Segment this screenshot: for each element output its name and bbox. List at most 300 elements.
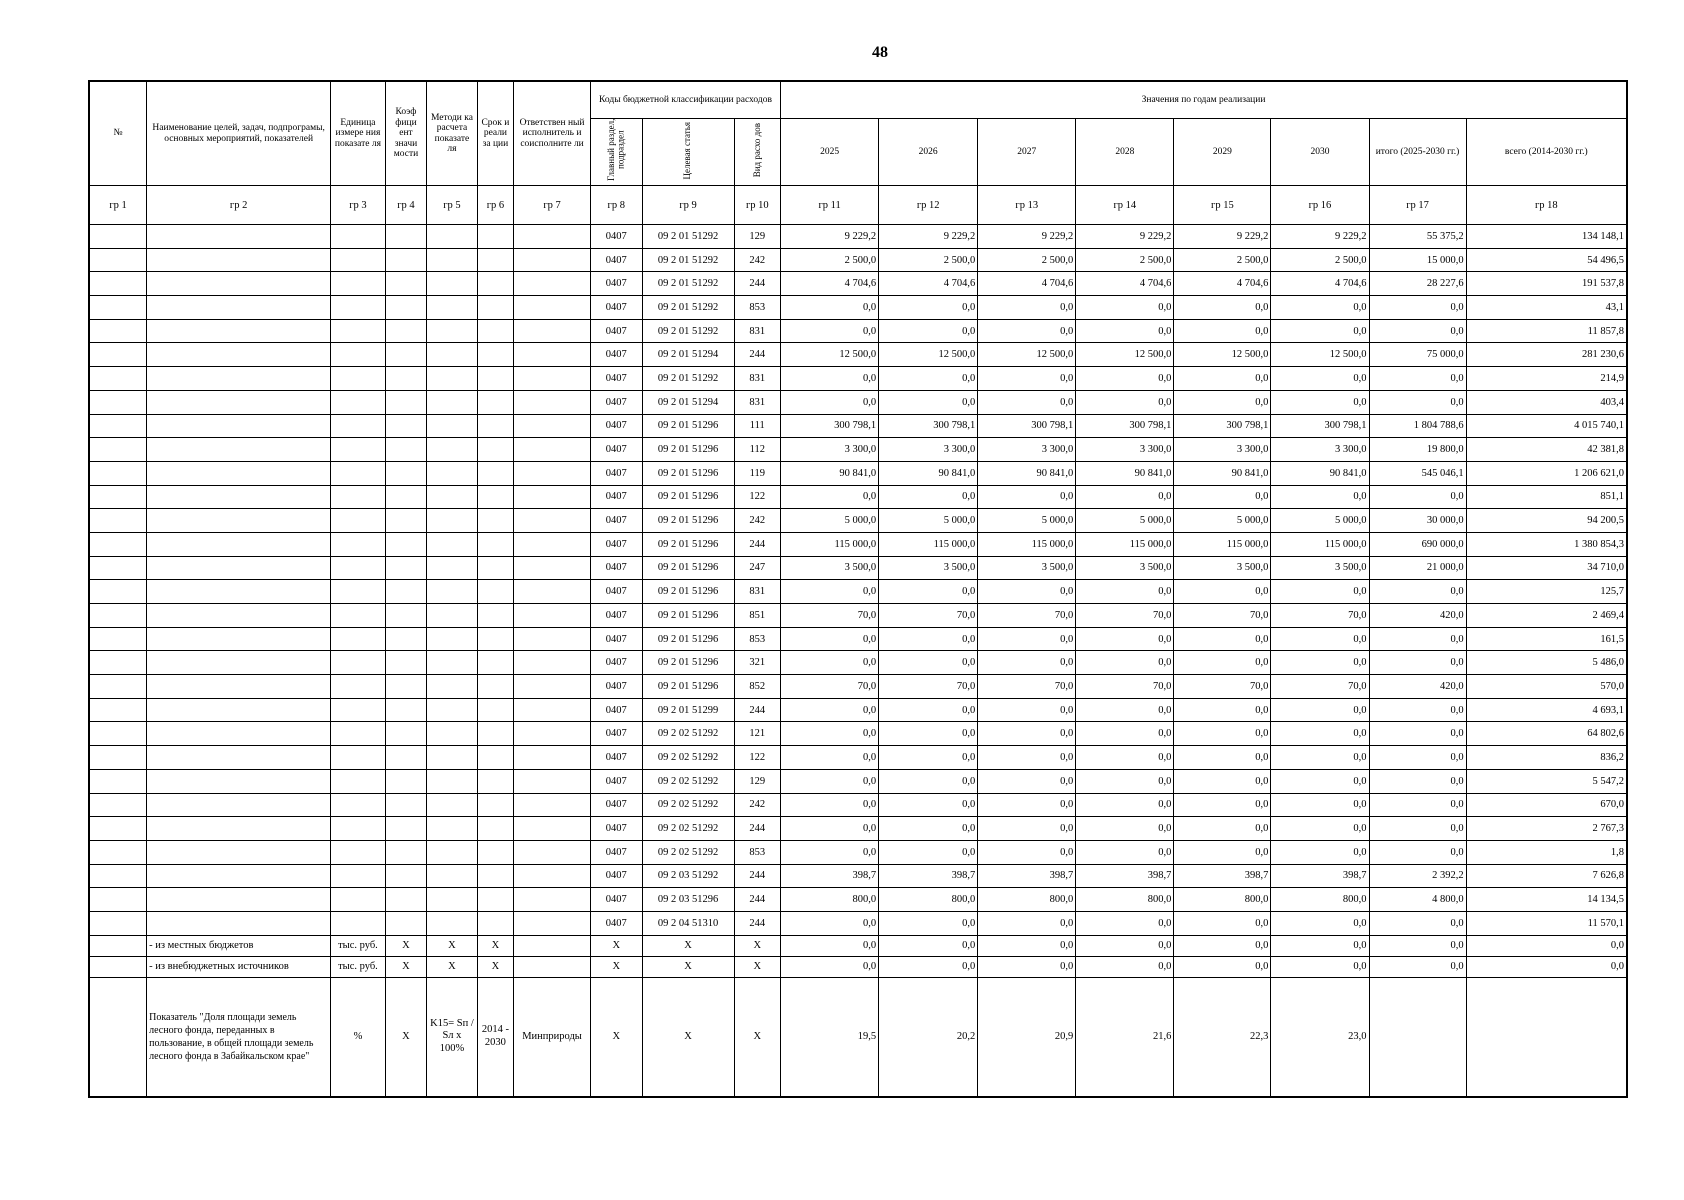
empty-cell <box>331 651 386 675</box>
itogo-cell: 0,0 <box>1369 651 1466 675</box>
expense-type-cell: 851 <box>734 604 781 628</box>
empty-cell <box>147 817 331 841</box>
expense-type-cell: 852 <box>734 675 781 699</box>
year-value-cell: 0,0 <box>1271 390 1369 414</box>
year-value-cell: 2 500,0 <box>978 248 1076 272</box>
year-value-cell: 0,0 <box>1076 840 1174 864</box>
empty-cell <box>385 390 426 414</box>
section-code-cell: 0407 <box>590 911 642 935</box>
year-value-cell: 0,0 <box>781 956 879 977</box>
expense-type-cell: 853 <box>734 296 781 320</box>
indicator-name: Показатель "Доля площади земель лесного фонда, переданных в пользование, в общей площади земель лесного фонда в Забайкальском крае" <box>147 977 331 1097</box>
vsego-cell: 42 381,8 <box>1466 438 1627 462</box>
year-value-cell: 0,0 <box>781 746 879 770</box>
expense-type-cell: 247 <box>734 556 781 580</box>
empty-cell <box>477 390 513 414</box>
empty-cell <box>477 532 513 556</box>
year-value-cell: 0,0 <box>978 956 1076 977</box>
year-value-cell: 0,0 <box>1076 296 1174 320</box>
empty-cell <box>147 438 331 462</box>
expense-type-cell: 853 <box>734 840 781 864</box>
year-value-cell: 0,0 <box>1076 651 1174 675</box>
vsego-cell: 5 547,2 <box>1466 769 1627 793</box>
year-value-cell: 12 500,0 <box>1271 343 1369 367</box>
vsego-cell: 134 148,1 <box>1466 225 1627 249</box>
year-value-cell: 70,0 <box>1174 675 1271 699</box>
expense-type-cell: 321 <box>734 651 781 675</box>
empty-cell <box>147 461 331 485</box>
year-value-cell: 0,0 <box>1076 485 1174 509</box>
empty-cell <box>385 296 426 320</box>
year-value-cell: 5 000,0 <box>781 509 879 533</box>
funding-source-name: - из местных бюджетов <box>147 935 331 956</box>
empty-cell <box>514 935 591 956</box>
empty-cell <box>89 793 147 817</box>
empty-cell <box>385 272 426 296</box>
empty-cell <box>89 651 147 675</box>
year-value-cell: 0,0 <box>1174 651 1271 675</box>
empty-cell <box>427 604 478 628</box>
year-value-cell: 115 000,0 <box>1174 532 1271 556</box>
empty-cell <box>385 556 426 580</box>
year-value-cell: 0,0 <box>879 956 978 977</box>
empty-cell <box>427 532 478 556</box>
year-value-cell: 70,0 <box>978 604 1076 628</box>
group-number-cell: гр 13 <box>978 186 1076 225</box>
section-code-cell: 0407 <box>590 225 642 249</box>
expense-type-cell: 831 <box>734 580 781 604</box>
indicator-row <box>89 977 1627 1097</box>
year-value-cell: 0,0 <box>1271 956 1369 977</box>
year-value-cell: 115 000,0 <box>781 532 879 556</box>
empty-cell <box>89 698 147 722</box>
table-row <box>89 272 1627 296</box>
target-article-cell: 09 2 01 51296 <box>642 604 734 628</box>
period-cell: Х <box>477 935 513 956</box>
empty-cell <box>514 627 591 651</box>
empty-cell <box>385 367 426 391</box>
section-code-cell: 0407 <box>590 461 642 485</box>
empty-cell <box>331 248 386 272</box>
table-header <box>89 81 1627 225</box>
year-value-cell: 3 300,0 <box>1076 438 1174 462</box>
header-bcc-group: Коды бюджетной классификации расходов <box>590 81 780 119</box>
empty-cell <box>147 367 331 391</box>
year-value-cell: 0,0 <box>1076 367 1174 391</box>
header-year-2029: 2029 <box>1174 119 1271 186</box>
itogo-cell: 0,0 <box>1369 627 1466 651</box>
header-section <box>590 119 642 186</box>
table-row <box>89 864 1627 888</box>
empty-cell <box>331 390 386 414</box>
empty-cell <box>331 627 386 651</box>
header-name: Наименование целей, задач, подпрограмы, основных мероприятий, показателей <box>147 81 331 186</box>
empty-cell <box>147 722 331 746</box>
empty-cell <box>514 956 591 977</box>
empty-cell <box>89 461 147 485</box>
empty-cell <box>147 604 331 628</box>
table-row <box>89 509 1627 533</box>
method-cell: Х <box>427 935 478 956</box>
empty-cell <box>331 580 386 604</box>
section-code-cell: 0407 <box>590 296 642 320</box>
empty-cell <box>427 367 478 391</box>
empty-cell <box>89 675 147 699</box>
table-row <box>89 722 1627 746</box>
group-number-cell: гр 8 <box>590 186 642 225</box>
year-value-cell: 3 300,0 <box>879 438 978 462</box>
empty-cell <box>385 414 426 438</box>
budget-table <box>88 80 1628 1098</box>
empty-cell <box>427 888 478 912</box>
expense-type-cell: 244 <box>734 532 781 556</box>
empty-cell <box>477 769 513 793</box>
year-value-cell: 0,0 <box>1174 627 1271 651</box>
section-code-cell: 0407 <box>590 627 642 651</box>
vsego-cell: 4 693,1 <box>1466 698 1627 722</box>
expense-type-cell: 129 <box>734 225 781 249</box>
year-value-cell: 0,0 <box>781 698 879 722</box>
empty-cell <box>147 580 331 604</box>
year-value-cell: 70,0 <box>1174 604 1271 628</box>
expense-type-cell: 831 <box>734 319 781 343</box>
empty-cell <box>147 888 331 912</box>
year-value-cell: 0,0 <box>978 580 1076 604</box>
year-value-cell: 0,0 <box>1174 367 1271 391</box>
expense-type-cell: 242 <box>734 509 781 533</box>
empty-cell <box>385 698 426 722</box>
year-value-cell: 12 500,0 <box>1076 343 1174 367</box>
year-value-cell: 9 229,2 <box>781 225 879 249</box>
itogo-cell: 0,0 <box>1369 319 1466 343</box>
empty-cell <box>385 319 426 343</box>
empty-cell <box>514 698 591 722</box>
empty-cell <box>331 296 386 320</box>
year-value-cell: 0,0 <box>1271 367 1369 391</box>
expense-type-cell: Х <box>734 956 781 977</box>
table-row <box>89 225 1627 249</box>
empty-cell <box>514 793 591 817</box>
empty-cell <box>477 651 513 675</box>
vsego-cell: 64 802,6 <box>1466 722 1627 746</box>
empty-cell <box>147 532 331 556</box>
empty-cell <box>514 840 591 864</box>
year-value-cell: 0,0 <box>1174 296 1271 320</box>
expense-type-cell: 244 <box>734 888 781 912</box>
expense-type-cell: 112 <box>734 438 781 462</box>
header-year-2026: 2026 <box>879 119 978 186</box>
empty-cell <box>514 817 591 841</box>
empty-cell <box>147 864 331 888</box>
year-value-cell: 0,0 <box>978 485 1076 509</box>
itogo-cell: 0,0 <box>1369 840 1466 864</box>
empty-cell <box>477 675 513 699</box>
year-value-cell: 2 500,0 <box>879 248 978 272</box>
year-value-cell: 0,0 <box>1271 817 1369 841</box>
section-code-cell: 0407 <box>590 485 642 509</box>
empty-cell <box>477 556 513 580</box>
empty-cell <box>89 556 147 580</box>
year-value-cell: 0,0 <box>1076 793 1174 817</box>
year-value-cell: 0,0 <box>879 319 978 343</box>
empty-cell <box>331 793 386 817</box>
year-value-cell: 70,0 <box>879 675 978 699</box>
year-value-cell: 0,0 <box>781 319 879 343</box>
year-value-cell: 0,0 <box>781 935 879 956</box>
target-article-cell: 09 2 01 51292 <box>642 367 734 391</box>
year-value-cell: 9 229,2 <box>1076 225 1174 249</box>
vsego-cell: 11 570,1 <box>1466 911 1627 935</box>
group-number-cell: гр 7 <box>514 186 591 225</box>
itogo-cell: 28 227,6 <box>1369 272 1466 296</box>
itogo-cell: 0,0 <box>1369 956 1466 977</box>
empty-cell <box>514 769 591 793</box>
vsego-cell: 125,7 <box>1466 580 1627 604</box>
empty-cell <box>514 367 591 391</box>
empty-cell <box>89 485 147 509</box>
empty-cell <box>477 840 513 864</box>
year-value-cell: 0,0 <box>1271 485 1369 509</box>
year-value-cell: 3 500,0 <box>1076 556 1174 580</box>
empty-cell <box>147 793 331 817</box>
empty-cell <box>477 367 513 391</box>
empty-cell <box>385 461 426 485</box>
empty-cell <box>89 627 147 651</box>
empty-cell <box>427 438 478 462</box>
expense-type-cell: 111 <box>734 414 781 438</box>
year-value-cell: 0,0 <box>1076 911 1174 935</box>
empty-cell <box>331 746 386 770</box>
empty-cell <box>427 911 478 935</box>
year-value-cell: 0,0 <box>1076 580 1174 604</box>
vsego-cell: 1 380 854,3 <box>1466 532 1627 556</box>
empty-cell <box>89 604 147 628</box>
table-row <box>89 769 1627 793</box>
empty-cell <box>427 414 478 438</box>
empty-cell <box>385 722 426 746</box>
target-article-cell: 09 2 04 51310 <box>642 911 734 935</box>
target-article-cell: Х <box>642 956 734 977</box>
empty-cell <box>477 627 513 651</box>
empty-cell <box>427 675 478 699</box>
empty-cell <box>89 343 147 367</box>
vsego-cell <box>1466 977 1627 1097</box>
target-article-cell: 09 2 01 51296 <box>642 651 734 675</box>
empty-cell <box>147 485 331 509</box>
empty-cell <box>385 840 426 864</box>
year-value-cell: 12 500,0 <box>1174 343 1271 367</box>
year-value-cell: 0,0 <box>1271 769 1369 793</box>
year-value-cell: 0,0 <box>1271 698 1369 722</box>
year-value-cell: 300 798,1 <box>1174 414 1271 438</box>
empty-cell <box>147 651 331 675</box>
year-value-cell: 12 500,0 <box>781 343 879 367</box>
table-row <box>89 627 1627 651</box>
year-value-cell: 0,0 <box>879 296 978 320</box>
year-value-cell: 4 704,6 <box>1174 272 1271 296</box>
empty-cell <box>89 438 147 462</box>
target-article-cell: Х <box>642 977 734 1097</box>
year-value-cell: 3 300,0 <box>781 438 879 462</box>
year-value-cell: 4 704,6 <box>781 272 879 296</box>
empty-cell <box>385 509 426 533</box>
section-code-cell: 0407 <box>590 888 642 912</box>
year-value-cell: 0,0 <box>1271 319 1369 343</box>
year-value-cell: 19,5 <box>781 977 879 1097</box>
year-value-cell: 0,0 <box>879 911 978 935</box>
header-coef: Коэф фици ент значи мости <box>385 81 426 186</box>
empty-cell <box>331 461 386 485</box>
expense-type-cell: 831 <box>734 390 781 414</box>
empty-cell <box>89 367 147 391</box>
year-value-cell: 0,0 <box>1076 390 1174 414</box>
empty-cell <box>89 296 147 320</box>
vsego-cell: 0,0 <box>1466 935 1627 956</box>
empty-cell <box>427 817 478 841</box>
section-code-cell: 0407 <box>590 438 642 462</box>
year-value-cell: 3 500,0 <box>879 556 978 580</box>
section-code-cell: 0407 <box>590 343 642 367</box>
empty-cell <box>385 864 426 888</box>
table-row <box>89 461 1627 485</box>
header-year-2030: 2030 <box>1271 119 1369 186</box>
year-value-cell: 0,0 <box>1076 935 1174 956</box>
year-value-cell: 0,0 <box>781 296 879 320</box>
empty-cell <box>331 343 386 367</box>
empty-cell <box>89 769 147 793</box>
year-value-cell: 0,0 <box>978 840 1076 864</box>
empty-cell <box>427 319 478 343</box>
year-value-cell: 0,0 <box>1076 746 1174 770</box>
empty-cell <box>514 888 591 912</box>
target-article-cell: 09 2 01 51292 <box>642 319 734 343</box>
header-responsible: Ответствен ный исполнитель и соисполните ли <box>514 81 591 186</box>
period-cell: Х <box>477 956 513 977</box>
empty-cell <box>147 319 331 343</box>
year-value-cell: 0,0 <box>1174 769 1271 793</box>
empty-cell <box>331 532 386 556</box>
year-value-cell: 800,0 <box>978 888 1076 912</box>
empty-cell <box>427 769 478 793</box>
year-value-cell: 3 300,0 <box>1271 438 1369 462</box>
empty-cell <box>89 817 147 841</box>
year-value-cell: 5 000,0 <box>1076 509 1174 533</box>
empty-cell <box>89 272 147 296</box>
section-code-cell: 0407 <box>590 604 642 628</box>
section-code-cell: 0407 <box>590 248 642 272</box>
year-value-cell: 23,0 <box>1271 977 1369 1097</box>
empty-cell <box>385 675 426 699</box>
year-value-cell: 0,0 <box>1174 390 1271 414</box>
itogo-cell: 15 000,0 <box>1369 248 1466 272</box>
table-row <box>89 296 1627 320</box>
section-code-cell: 0407 <box>590 769 642 793</box>
vsego-cell: 281 230,6 <box>1466 343 1627 367</box>
table-row <box>89 580 1627 604</box>
itogo-cell <box>1369 977 1466 1097</box>
year-value-cell: 22,3 <box>1174 977 1271 1097</box>
itogo-cell: 0,0 <box>1369 769 1466 793</box>
header-section-label: Главный раздел, подраздел <box>605 119 626 182</box>
empty-cell <box>427 509 478 533</box>
year-value-cell: 0,0 <box>1174 817 1271 841</box>
year-value-cell: 21,6 <box>1076 977 1174 1097</box>
empty-cell <box>477 225 513 249</box>
section-code-cell: 0407 <box>590 414 642 438</box>
group-number-cell: гр 12 <box>879 186 978 225</box>
year-value-cell: 115 000,0 <box>978 532 1076 556</box>
empty-cell <box>514 911 591 935</box>
year-value-cell: 70,0 <box>1076 675 1174 699</box>
empty-cell <box>385 604 426 628</box>
unit-cell: % <box>331 977 386 1097</box>
empty-cell <box>514 485 591 509</box>
empty-cell <box>89 935 147 956</box>
target-article-cell: 09 2 01 51296 <box>642 509 734 533</box>
empty-cell <box>514 319 591 343</box>
empty-cell <box>514 248 591 272</box>
year-value-cell: 5 000,0 <box>1174 509 1271 533</box>
year-value-cell: 0,0 <box>1174 840 1271 864</box>
header-method: Методи ка расчета показате ля <box>427 81 478 186</box>
table-row <box>89 746 1627 770</box>
year-value-cell: 0,0 <box>781 651 879 675</box>
vsego-cell: 11 857,8 <box>1466 319 1627 343</box>
empty-cell <box>477 272 513 296</box>
vsego-cell: 4 015 740,1 <box>1466 414 1627 438</box>
empty-cell <box>385 225 426 249</box>
year-value-cell: 0,0 <box>1271 627 1369 651</box>
itogo-cell: 1 804 788,6 <box>1369 414 1466 438</box>
year-value-cell: 0,0 <box>978 911 1076 935</box>
vsego-cell: 1,8 <box>1466 840 1627 864</box>
table-row <box>89 888 1627 912</box>
vsego-cell: 851,1 <box>1466 485 1627 509</box>
itogo-cell: 0,0 <box>1369 580 1466 604</box>
empty-cell <box>147 556 331 580</box>
expense-type-cell: 244 <box>734 864 781 888</box>
itogo-cell: 0,0 <box>1369 296 1466 320</box>
group-number-cell: гр 2 <box>147 186 331 225</box>
empty-cell <box>514 461 591 485</box>
table-row <box>89 343 1627 367</box>
empty-cell <box>514 580 591 604</box>
empty-cell <box>385 485 426 509</box>
year-value-cell: 0,0 <box>1174 793 1271 817</box>
table-row <box>89 485 1627 509</box>
year-value-cell: 3 500,0 <box>1174 556 1271 580</box>
year-value-cell: 0,0 <box>879 651 978 675</box>
year-value-cell: 800,0 <box>879 888 978 912</box>
header-article <box>642 119 734 186</box>
empty-cell <box>477 343 513 367</box>
empty-cell <box>147 840 331 864</box>
expense-type-cell: 244 <box>734 698 781 722</box>
table-row <box>89 438 1627 462</box>
itogo-cell: 420,0 <box>1369 604 1466 628</box>
empty-cell <box>331 485 386 509</box>
empty-cell <box>331 438 386 462</box>
target-article-cell: 09 2 02 51292 <box>642 769 734 793</box>
target-article-cell: 09 2 01 51296 <box>642 461 734 485</box>
itogo-cell: 0,0 <box>1369 367 1466 391</box>
empty-cell <box>147 911 331 935</box>
header-expense-type <box>734 119 781 186</box>
year-value-cell: 0,0 <box>978 698 1076 722</box>
unit-cell: тыс. руб. <box>331 956 386 977</box>
year-value-cell: 0,0 <box>879 840 978 864</box>
empty-cell <box>385 580 426 604</box>
